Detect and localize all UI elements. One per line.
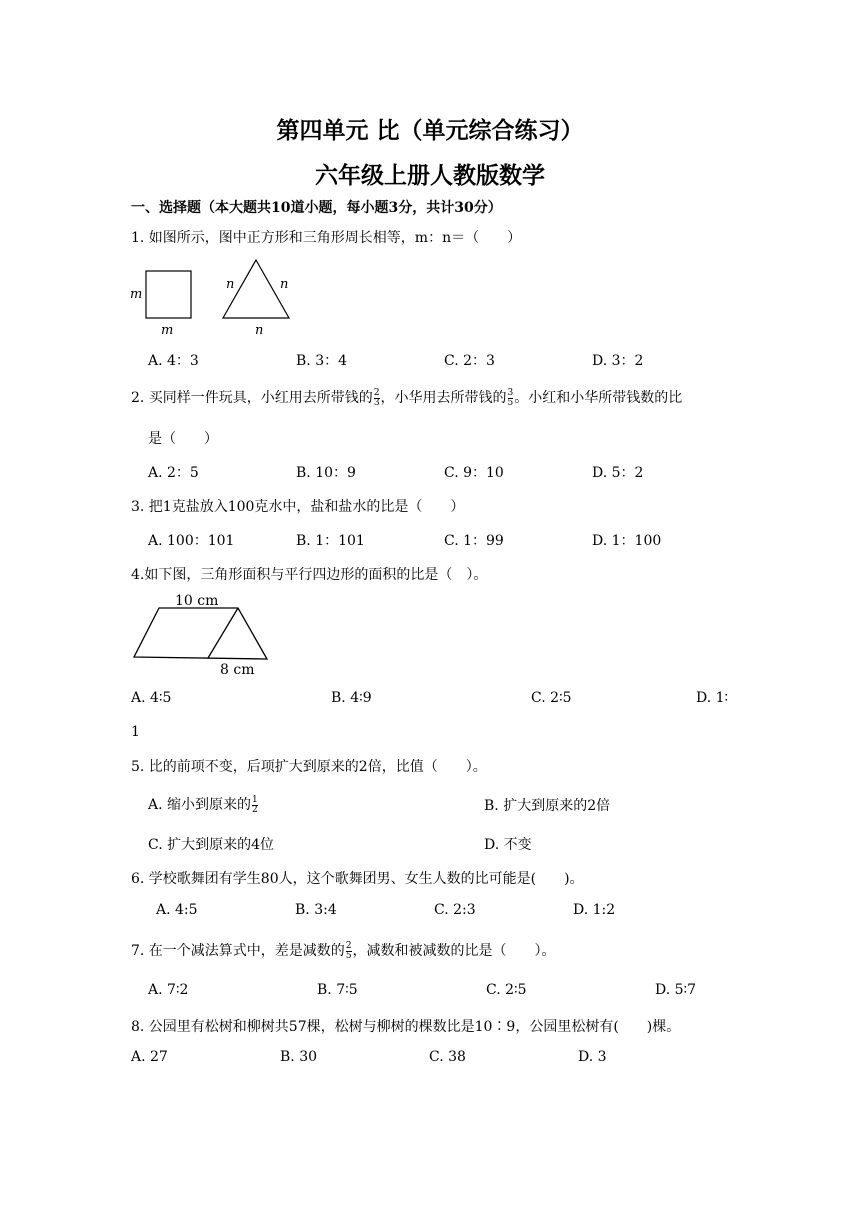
triangle-bottom-label: n — [255, 323, 264, 335]
q7-option-c: C. 2∶5 — [486, 982, 527, 998]
q4-option-a: A. 4∶5 — [131, 690, 172, 706]
q6-option-c: C. 2:3 — [434, 902, 476, 918]
q1-option-d: D. 3：2 — [592, 353, 644, 369]
q2-text-post: 。小红和小华所带钱数的比 — [514, 390, 683, 406]
q5-fraction: $\frac{1}{2}$ — [252, 794, 258, 815]
q2-option-d: D. 5：2 — [592, 465, 644, 481]
bottom-length-label: 8 cm — [220, 662, 255, 678]
q1-figure — [126, 253, 306, 335]
question-5: 5. 比的前项不变，后项扩大到原来的2倍，比值（ ）。 — [131, 759, 487, 775]
q3-option-a: A. 100：101 — [148, 533, 235, 549]
q2-option-c: C. 9：10 — [444, 465, 504, 481]
question-3: 3. 把1克盐放入100克水中，盐和盐水的比是（ ） — [131, 499, 465, 515]
q3-option-d: D. 1：100 — [592, 533, 662, 549]
question-2 — [131, 387, 682, 408]
q2-option-b: B. 10：9 — [296, 465, 356, 481]
q4-option-d-wrap: 1 — [131, 724, 140, 740]
parallelogram-shape — [134, 608, 267, 659]
q4-option-d: D. 1∶ — [696, 690, 729, 706]
q4-figure — [130, 590, 275, 680]
q7-fraction: $\frac{2}{5}$ — [345, 940, 352, 961]
q5-option-b: B. 扩大到原来的2倍 — [484, 798, 611, 814]
square-left-label: m — [130, 287, 143, 302]
question-1: 1. 如图所示，图中正方形和三角形周长相等，m：n＝（ ） — [131, 230, 522, 246]
top-length-label: 10 cm — [175, 593, 219, 609]
q1-option-c: C. 2：3 — [444, 353, 495, 369]
q5-option-a: A. 缩小到原来的 $\frac{1}{2}$ — [148, 794, 258, 815]
q4-option-b: B. 4∶9 — [331, 690, 372, 706]
q7-option-d: D. 5∶7 — [655, 982, 697, 998]
q8-option-d: D. 3 — [578, 1049, 607, 1065]
q6-option-d: D. 1:2 — [573, 902, 616, 918]
q1-option-b: B. 3：4 — [296, 353, 348, 369]
square-shape — [146, 271, 191, 318]
q6-option-a: A. 4:5 — [156, 902, 198, 918]
triangle-left-label: n — [226, 277, 235, 292]
q3-option-c: C. 1：99 — [444, 533, 504, 549]
q5-option-d: D. 不变 — [484, 837, 532, 853]
q4-option-c: C. 2∶5 — [531, 690, 572, 706]
page-title: 第四单元 比（单元综合练习） — [276, 117, 584, 144]
q1-option-a: A. 4：3 — [148, 353, 199, 369]
q2-text-pre: 2. 买同样一件玩具，小红用去所带钱的 — [131, 390, 373, 406]
q3-option-b: B. 1：101 — [296, 533, 365, 549]
question-8: 8. 公园里有松树和柳树共57棵，松树与柳树的棵数比是10∶9，公园里松树有( )棵。 — [131, 1019, 681, 1035]
q8-option-c: C. 38 — [429, 1049, 466, 1065]
question-2-line-2: 是（ ） — [148, 431, 218, 447]
q7-option-a: A. 7∶2 — [148, 982, 189, 998]
triangle-right-label: n — [280, 277, 289, 292]
q6-option-b: B. 3:4 — [295, 902, 337, 918]
page-subtitle: 六年级上册人教版数学 — [315, 162, 545, 189]
question-7: 7. 在一个减法算式中，差是减数的 $\frac{2}{5}$ ，减数和被减数的比是（ ）。 — [131, 940, 556, 961]
question-6: 6. 学校歌舞团有学生80人，这个歌舞团男、女生人数的比可能是( )。 — [131, 871, 584, 887]
triangle-divider-line — [208, 608, 238, 658]
q2-fraction-1: $\frac{2}{3}$ — [373, 387, 380, 408]
q8-option-b: B. 30 — [280, 1049, 318, 1065]
q2-text-mid: ，小华用去所带钱的 — [380, 390, 507, 406]
q7-option-b: B. 7∶5 — [317, 982, 358, 998]
q2-fraction-2: $\frac{3}{5}$ — [507, 387, 514, 408]
q8-option-a: A. 27 — [131, 1049, 168, 1065]
q5-option-c: C. 扩大到原来的4位 — [148, 837, 275, 853]
q2-option-a: A. 2：5 — [148, 465, 199, 481]
question-4: 4.如下图，三角形面积与平行四边形的面积的比是（ ）。 — [131, 567, 488, 583]
square-bottom-label: m — [161, 323, 174, 335]
section-heading: 一、选择题（本大题共10道小题，每小题3分，共计30分） — [131, 200, 502, 216]
